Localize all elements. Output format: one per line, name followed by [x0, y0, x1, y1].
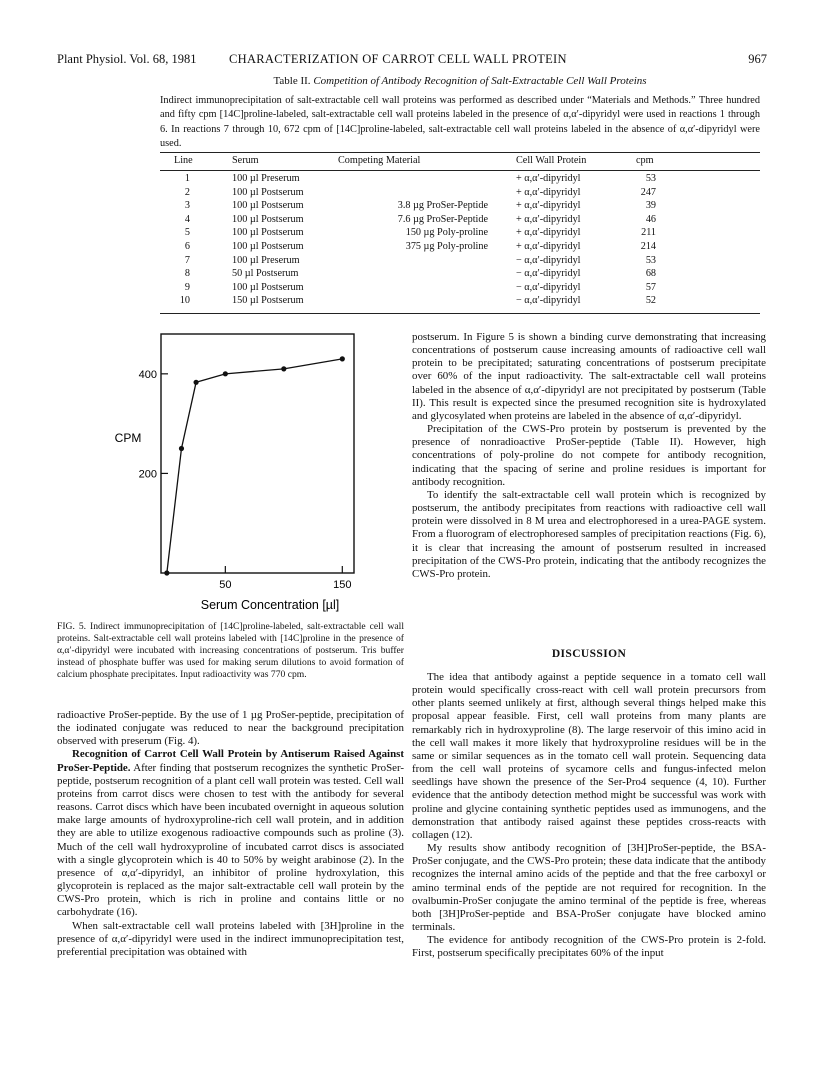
table-row	[160, 255, 760, 268]
cell-line: 2	[184, 186, 190, 198]
cell-line: 8	[184, 268, 190, 280]
cell-serum: 50 µl Postserum	[232, 268, 299, 280]
y-tick-label: 200	[138, 468, 157, 481]
table-row	[160, 200, 760, 213]
cell-serum: 100 µl Preserum	[232, 254, 300, 266]
cell-serum: 100 µl Postserum	[232, 186, 304, 198]
cell-line: 5	[184, 227, 190, 239]
table-row	[160, 173, 760, 186]
table-top-rule	[160, 152, 760, 153]
cell-cpm: 214	[640, 241, 656, 252]
cell-protein: + α,α′-dipyridyl	[516, 213, 581, 225]
cell-serum: 100 µl Postserum	[232, 241, 304, 252]
table-row	[160, 241, 760, 254]
cell-competing: 375 µg Poly-proline	[405, 241, 488, 252]
plot-frame	[161, 334, 354, 573]
table-row	[160, 268, 760, 281]
right-para-1: postserum. In Figure 5 is shown a binding curve demonstrating that increasing concentrations of postserum cause increasing amounts of radioactive cell wall protein to be precipitated; saturating concentrations of postserum precipitate over 60% of the input radioactivity. The salt-extractable cell wall proteins labeled in the absence of α,α′-dipyridyl are not precipitated by postserum (Table II). This result is expected since the presumed recognition site is hydroxylated and glycosylated when proteins are labeled in the absence of α,α′-dipyridyl.	[412, 331, 766, 422]
cell-cpm: 53	[645, 254, 656, 266]
cell-protein: + α,α′-dipyridyl	[516, 173, 581, 184]
right-para-2: Precipitation of the CWS-Pro protein by postserum is prevented by the presence of nonradioactive ProSer-peptide (Table II). However, high concentrations of poly-proline do not compete for antibody recognition, indicating that the spacing of serine and proline residues is important for antibody recognition.	[412, 423, 766, 488]
left-para-2	[57, 748, 404, 919]
cell-competing: 7.6 µg ProSer-Peptide	[397, 213, 488, 225]
left-para-2-body: After finding that postserum recognizes the synthetic ProSer-peptide, postserum recognition of a plant cell wall protein was tested. Cell wall proteins from carrot discs were chosen to test with the antibody for several reasons. Carrot discs which have been incubated overnight in aqueous solution make large amounts of hydroxyproline-rich cell wall protein, and in addition they are able to utilize exogenous radioactive compounds such as proline (3). Much of the cell wall hydroxyproline of incubated carrot discs is associated with a single glycoprotein which is 40 to 50% by weight arabinose (2). In the presence of α,α′-dipyridyl, an inhibitor of proline hydroxylation, this glycoprotein is replaced as the major salt-extractable cell wall protein by the CWS-Pro protein, which is rich in proline and contains little or no carbohydrate (16).	[57, 761, 405, 919]
cell-protein: − α,α′-dipyridyl	[516, 254, 581, 266]
cell-protein: − α,α′-dipyridyl	[516, 295, 581, 307]
table-header-row	[160, 155, 760, 168]
table-row	[160, 214, 760, 227]
right-para-5: My results show antibody recognition of [3H]ProSer-peptide, the BSA-ProSer conjugate, and the CWS-Pro protein; these data indicate that the antibody recognizes the internal amino acids of the peptide and that the free carboxyl or amino terminal ends of the peptide are not required for recognition. In the ovalbumin-ProSer conjugate the amino terminal of the peptide is free, whereas both [3H]ProSer-peptide and BSA-ProSer conjugate have blocked amino terminals.	[412, 842, 766, 933]
x-tick-label: 150	[333, 579, 352, 591]
data-point	[281, 366, 286, 371]
data-point	[223, 371, 228, 376]
cell-cpm: 211	[641, 227, 656, 239]
right-para-6: The evidence for antibody recognition of the CWS-Pro protein is 2-fold. First, postserum specifically precipitates 60% of the input	[412, 934, 766, 960]
cell-cpm: 46	[645, 213, 656, 225]
data-point	[340, 356, 345, 361]
data-point	[193, 380, 198, 385]
cell-protein: + α,α′-dipyridyl	[516, 200, 581, 212]
right-para-4: The idea that antibody against a peptide sequence in a tomato cell wall protein would specifically cross-react with cell wall protein precursors from other plants seemed unlikely at first, although several things helped make this proposal appear feasible. First, cell wall proteins from many plants are remarkably rich in hydroxyproline (8). The large reservoir of this imino acid in the cell wall makes it more likely that hydroxyproline residues will be in the same or similar sequences as in the tomato cell wall protein. Sequencing data from the cell wall proteins of sycamore cells and fungus-infected melon seedlings have shown the presence of the Ser-Pro4 sequence (4, 10). Further evidence that the antibody detection method might be successful was work with proline and glycine containing synthetic peptides used as immunogens, and the demonstration that antibody raised against these peptides cross-reacts with collagen (12).	[412, 671, 766, 841]
cell-cpm: 57	[645, 281, 656, 293]
cell-protein: + α,α′-dipyridyl	[516, 186, 581, 198]
series-line	[167, 359, 342, 573]
journal-citation: Plant Physiol. Vol. 68, 1981	[57, 52, 197, 66]
cell-cpm: 247	[640, 186, 656, 198]
cell-line: 3	[184, 200, 190, 212]
cell-serum: 100 µl Postserum	[232, 200, 304, 212]
data-point	[179, 446, 184, 451]
table-row	[160, 295, 760, 308]
cell-protein: + α,α′-dipyridyl	[516, 227, 581, 239]
cell-cpm: 53	[645, 173, 656, 184]
cell-line: 4	[184, 213, 190, 225]
left-column	[57, 709, 404, 959]
running-title: CHARACTERIZATION OF CARROT CELL WALL PROTEIN	[229, 52, 567, 66]
left-para-1: radioactive ProSer-peptide. By the use of 1 µg ProSer-peptide, precipitation of the iodinated conjugate was reduced to near the background precipitation observed with preserum (Fig. 4).	[57, 709, 404, 748]
col-header-protein: Cell Wall Protein	[516, 155, 587, 166]
table-label: Table II.	[273, 75, 311, 87]
section-subheading: Recognition of Carrot Cell Wall Protein by Antiserum Raised Against ProSer-Peptide.	[57, 748, 404, 774]
cell-serum: 100 µl Postserum	[232, 227, 304, 239]
y-tick-label: 400	[138, 368, 157, 381]
figure-caption: FIG. 5. Indirect immunoprecipitation of [14C]proline-labeled, salt-extractable cell wall proteins. Salt-extractable cell wall proteins labeled with [14C]proline in the presence of α,α′-dipyridyl were incubated with increasing concentrations of postserum. Tris buffer instead of phosphate buffer was used for making serum dilutions to avoid formation of calcium phosphate precipitates. Input radioactivity was 770 cpm.	[57, 621, 404, 681]
x-axis-label: Serum Concentration [µl]	[200, 598, 340, 612]
cell-serum: 100 µl Postserum	[232, 213, 304, 225]
x-tick-label: 50	[219, 579, 232, 591]
table-row	[160, 227, 760, 240]
table-caption	[160, 75, 760, 87]
cell-line: 1	[184, 173, 190, 184]
cell-serum: 150 µl Postserum	[232, 295, 304, 307]
page-number: 967	[748, 52, 767, 66]
cell-cpm: 39	[645, 200, 656, 212]
cell-serum: 100 µl Preserum	[232, 173, 300, 184]
col-header-serum: Serum	[232, 155, 259, 166]
y-axis-label: CPM	[114, 431, 142, 445]
table-description: Indirect immunoprecipitation of salt-extractable cell wall proteins was performed as described under “Materials and Methods.” Three hundred and fifty cpm [14C]proline-labeled, salt-extractable cell wall proteins labeled in the presence of α,α′-dipyridyl were used in reactions 1 through 6. In reactions 7 through 10, 672 cpm of [14C]proline-labeled, salt-extractable cell wall proteins labeled in the absence of α,α′-dipyridyl were used.	[160, 95, 760, 149]
data-point	[164, 570, 169, 575]
table-row	[160, 282, 760, 295]
cell-cpm: 52	[645, 295, 656, 307]
cell-line: 7	[184, 254, 190, 266]
cell-line: 6	[184, 241, 190, 252]
cell-line: 9	[184, 281, 190, 293]
cell-cpm: 68	[645, 268, 656, 280]
right-para-3: To identify the salt-extractable cell wall protein which is recognized by postserum, the antibody precipitates from reactions with radioactive cell wall protein were dissolved in 8 M urea and electrophoresed in a urea-PAGE system. From a fluorogram of electrophoresed samples of precipitation reactions (Fig. 6), it is clear that increasing the amount of postserum resulted in increased precipitation of the CWS-Pro protein, indicating that the antibody recognizes the CWS-Pro protein.	[412, 488, 766, 580]
right-column-bottom	[412, 671, 766, 960]
right-column-top	[412, 331, 766, 581]
col-header-competing: Competing Material	[338, 155, 421, 166]
left-para-3: When salt-extractable cell wall proteins labeled with [3H]proline in the presence of α,α′-dipyridyl were used in the indirect immunoprecipitation test, preferential precipitation was obtained with	[57, 919, 404, 958]
cell-competing: 3.8 µg ProSer-Peptide	[397, 200, 488, 212]
cell-protein: + α,α′-dipyridyl	[516, 241, 581, 252]
table-title: Competition of Antibody Recognition of Salt-Extractable Cell Wall Proteins	[313, 75, 647, 87]
table-row	[160, 187, 760, 200]
cell-protein: − α,α′-dipyridyl	[516, 281, 581, 293]
col-header-cpm: cpm	[636, 155, 654, 166]
table-bottom-rule	[160, 313, 760, 314]
cell-protein: − α,α′-dipyridyl	[516, 268, 581, 280]
cell-line: 10	[179, 295, 190, 307]
cell-competing: 150 µg Poly-proline	[405, 227, 488, 239]
table-header-rule	[160, 170, 760, 171]
col-header-line: Line	[174, 155, 193, 166]
discussion-heading: DISCUSSION	[551, 648, 627, 660]
cell-serum: 100 µl Postserum	[232, 281, 304, 293]
